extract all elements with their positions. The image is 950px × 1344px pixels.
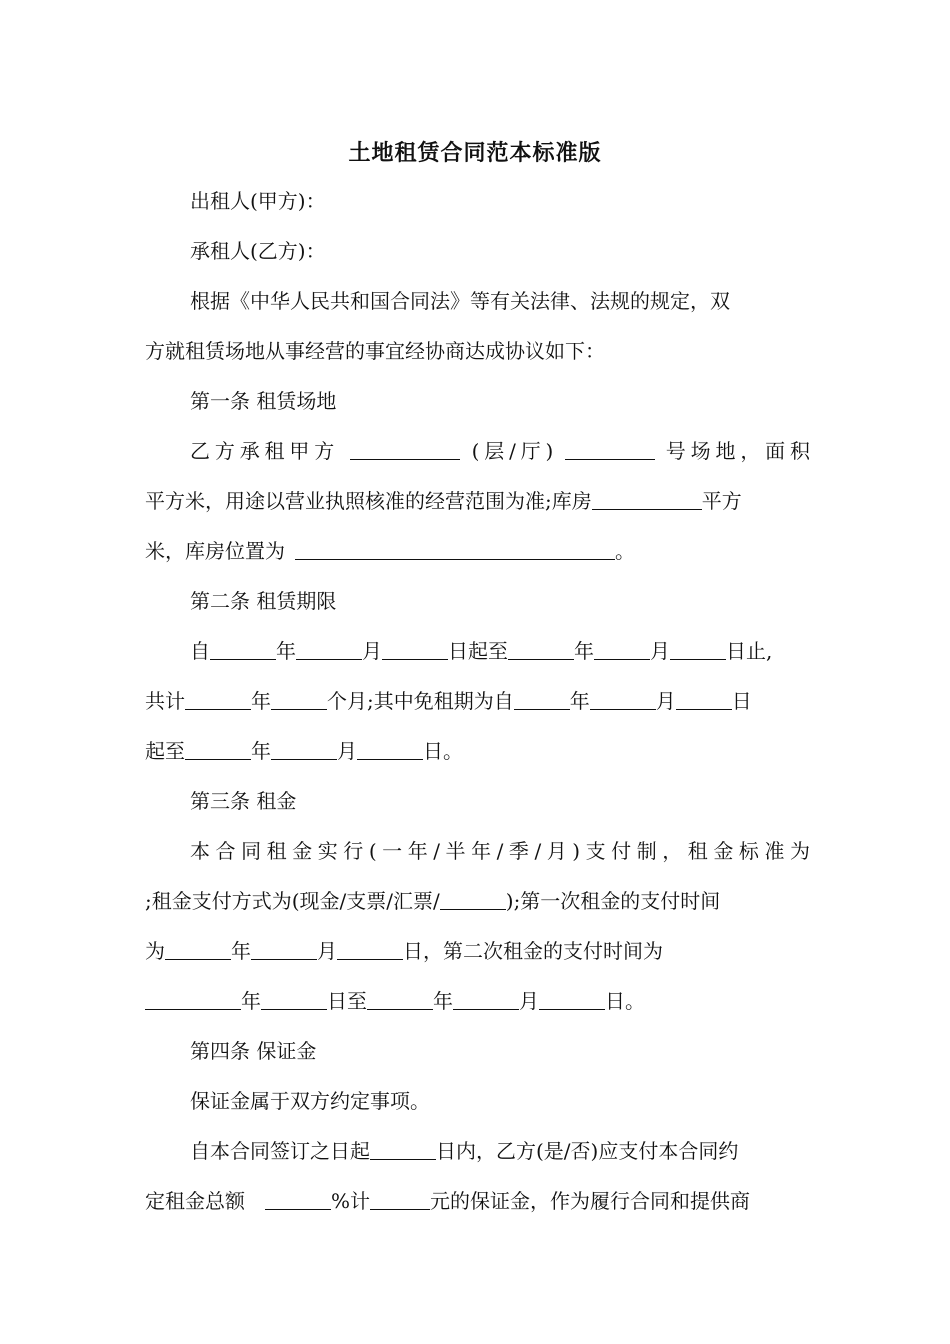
text-segment: ;租金支付方式为(现金/支票/汇票/ <box>145 889 440 913</box>
lessee-line: 承租人(乙方)： <box>190 239 326 263</box>
text-segment: 。 <box>615 539 635 563</box>
text-segment: 年 <box>231 939 251 963</box>
blank-field <box>670 639 726 660</box>
text-segment: 日。 <box>605 989 645 1013</box>
article-4-line-3 <box>145 1186 810 1216</box>
blank-field <box>370 1189 430 1210</box>
text-segment: 起至 <box>145 739 185 763</box>
text-segment: 年 <box>241 989 261 1013</box>
blank-field <box>145 989 241 1010</box>
blank-field <box>265 1189 331 1210</box>
article-3-line-4 <box>145 986 810 1016</box>
text-segment: 乙方承租甲方 <box>190 439 340 463</box>
blank-field <box>539 989 605 1010</box>
text-segment: (层/厅) <box>471 439 554 463</box>
text-segment: 日 <box>403 939 423 963</box>
text-segment: 月 <box>519 989 539 1013</box>
blank-field <box>295 539 615 560</box>
text-segment: 月 <box>362 639 382 663</box>
text-segment: 年 <box>251 739 271 763</box>
text-segment: 平方 <box>701 489 742 513</box>
blank-field <box>165 939 231 960</box>
text-segment: 定租金总额 <box>145 1189 245 1213</box>
blank-field <box>296 639 362 660</box>
text-segment: );第一次租金的支付时间 <box>505 889 721 913</box>
blank-field <box>592 489 702 510</box>
blank-field <box>676 689 732 710</box>
blank-field <box>271 689 327 710</box>
document-title: 土地租赁合同范本标准版 <box>348 140 602 166</box>
text-segment: 日 <box>731 689 752 713</box>
text-segment: ，第二次租金的支付时间为 <box>423 939 663 963</box>
text-segment: 年 <box>251 689 271 713</box>
text-segment: 月 <box>337 739 357 763</box>
text-segment: 号场地，面积 <box>665 439 810 463</box>
intro-paragraph-line-2: 方就租赁场地从事经营的事宜经协商达成协议如下： <box>145 339 605 363</box>
blank-field <box>357 739 423 760</box>
article-2-line-2 <box>145 686 810 716</box>
article-2-line-1 <box>190 636 810 666</box>
text-segment: 元的保证金，作为履行合同和提供商 <box>430 1189 751 1213</box>
lessor-line: 出租人(甲方)： <box>190 189 326 213</box>
article-1-line-1 <box>190 436 810 466</box>
article-3-line-2 <box>145 886 810 916</box>
text-segment: 日起至 <box>448 639 508 663</box>
blank-field <box>382 639 448 660</box>
blank-field <box>590 689 656 710</box>
text-segment: 年 <box>569 689 590 713</box>
blank-field <box>514 689 570 710</box>
text-segment: 自 <box>190 639 210 663</box>
text-segment: 年 <box>574 639 594 663</box>
blank-field <box>261 989 327 1010</box>
text-segment: 米，库房位置为 <box>145 539 285 563</box>
text-segment: %计 <box>331 1189 371 1213</box>
blank-field <box>367 989 433 1010</box>
blank-field <box>453 989 519 1010</box>
blank-field <box>251 939 317 960</box>
article-4-line-2 <box>190 1136 810 1166</box>
text-segment: 日。 <box>423 739 463 763</box>
text-segment: 月 <box>655 689 676 713</box>
blank-field <box>508 639 574 660</box>
article-4-line-1: 保证金属于双方约定事项。 <box>190 1089 430 1113</box>
blank-field <box>594 639 650 660</box>
article-3-line-3 <box>145 936 810 966</box>
blank-field <box>185 739 251 760</box>
article-3-line-1: 本合同租金实行(一年/半年/季/月)支付制，租金标准为 <box>190 839 810 863</box>
article-3-heading: 第三条 租金 <box>190 789 297 813</box>
article-1-line-2 <box>145 486 810 516</box>
article-1-heading: 第一条 租赁场地 <box>190 389 337 413</box>
text-segment: 月 <box>317 939 337 963</box>
article-2-heading: 第二条 租赁期限 <box>190 589 337 613</box>
text-segment: 月 <box>650 639 670 663</box>
blank-field <box>210 639 276 660</box>
blank-field <box>370 1139 436 1160</box>
article-2-line-3 <box>145 736 810 766</box>
blank-field <box>271 739 337 760</box>
text-segment: 平方米，用途以营业执照核准的经营范围为准;库房 <box>145 489 592 513</box>
text-segment: 日止, <box>726 639 773 663</box>
text-segment: 年 <box>276 639 296 663</box>
text-segment: 日至 <box>327 989 367 1013</box>
article-4-heading: 第四条 保证金 <box>190 1039 317 1063</box>
blank-field <box>350 439 460 460</box>
text-segment: 年 <box>433 989 453 1013</box>
blank-field <box>337 939 403 960</box>
blank-field <box>440 889 506 910</box>
article-1-line-3 <box>145 536 810 566</box>
text-segment: 为 <box>145 939 165 963</box>
intro-paragraph-line-1: 根据《中华人民共和国合同法》等有关法律、法规的规定，双 <box>190 289 730 313</box>
blank-field <box>185 689 251 710</box>
text-segment: 共计 <box>145 689 185 713</box>
blank-field <box>565 439 655 460</box>
text-segment: 个月;其中免租期为自 <box>327 689 514 713</box>
text-segment: 日内，乙方(是/否)应支付本合同约 <box>436 1139 739 1163</box>
text-segment: 自本合同签订之日起 <box>190 1139 370 1163</box>
